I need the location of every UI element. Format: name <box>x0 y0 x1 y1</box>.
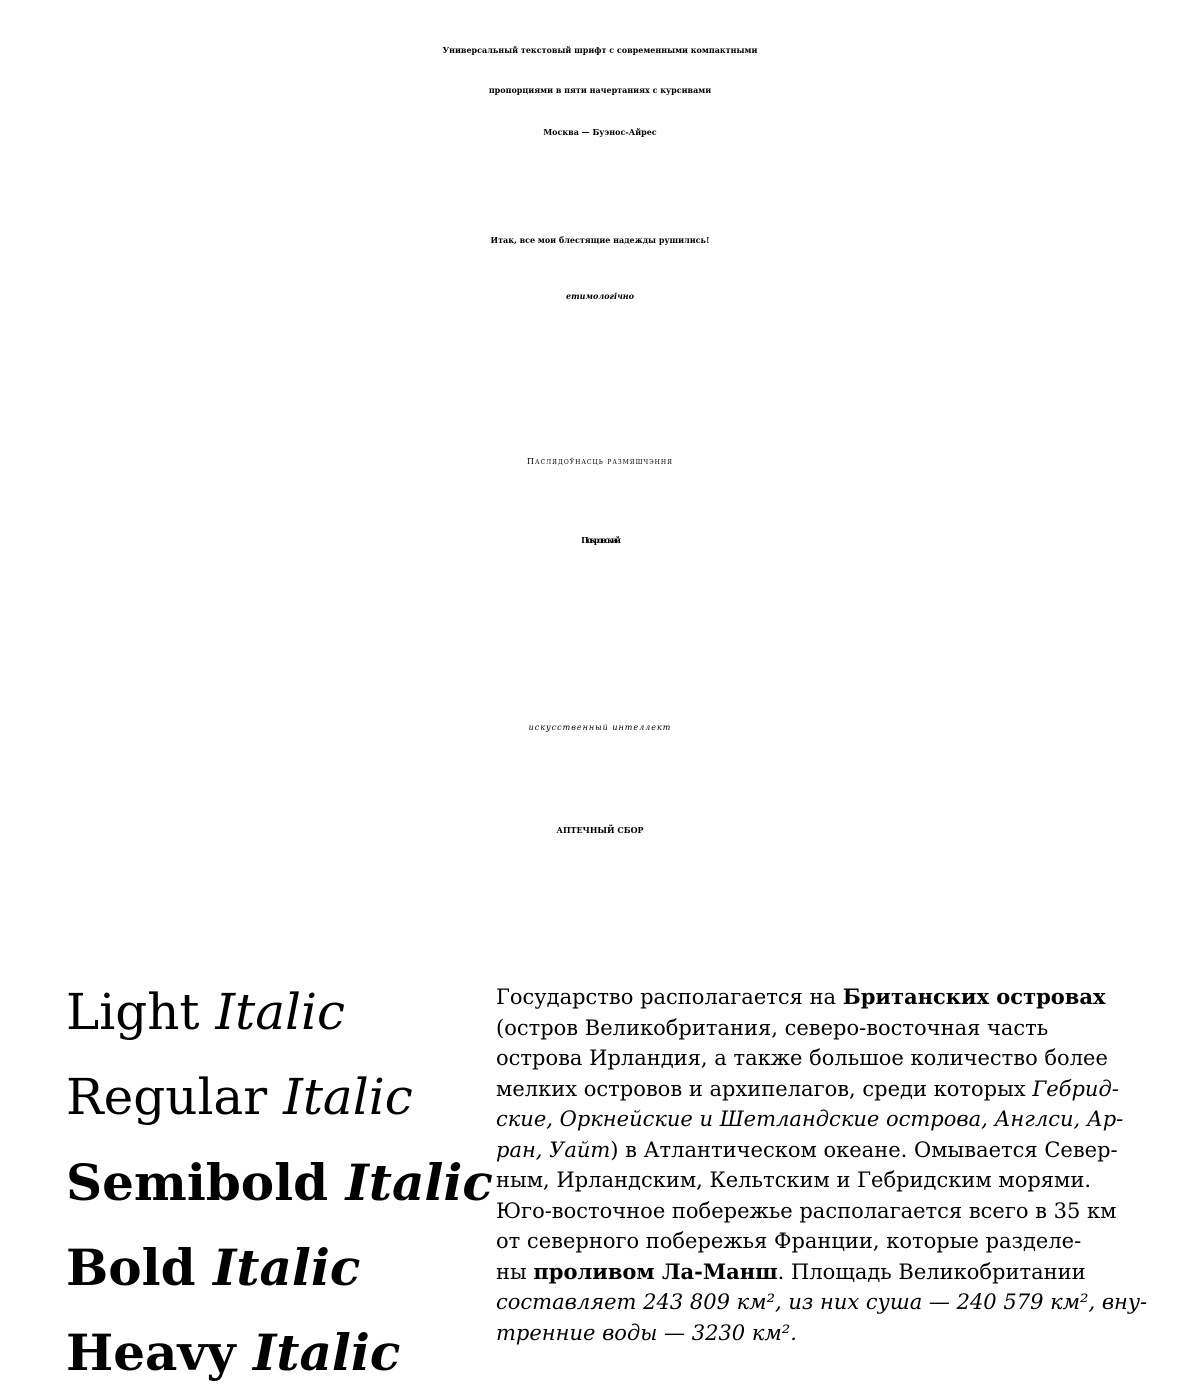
sample-small-caps: Паслядоўнасць размяшчэння <box>527 457 673 466</box>
paragraph-line: тренние воды — 3230 км². <box>496 1320 797 1345</box>
weight-name: Regular <box>66 1068 268 1126</box>
bold-text: Британских островах <box>842 984 1106 1009</box>
paragraph-line: ным, Ирландским, Кельтским и Гебридским морями. <box>496 1168 1092 1192</box>
paragraph-line: составляет 243 809 км², из них суша — 240 579 км², вну- <box>496 1290 1148 1314</box>
subtitle-line-2: пропорциями в пяти начертаниях с курсивами <box>488 85 712 95</box>
paragraph-line <box>496 1257 1136 1288</box>
text: мелких островов и архипелагов, среди которых <box>496 1076 1033 1101</box>
paragraph-line <box>496 1135 1136 1166</box>
weights-list <box>66 970 493 1395</box>
sample-light-italic: искусственный интеллект <box>528 723 672 732</box>
sample-moscow: Москва — Буэнос-Айрес <box>543 127 657 137</box>
weight-bold <box>66 1225 486 1310</box>
subtitle-line-1: Универсальный текстовый шрифт с современными компактными <box>442 45 758 55</box>
sample-paragraph <box>496 982 1148 1348</box>
text: ны <box>496 1259 534 1284</box>
sample-pokrovsky: Покровский <box>581 535 619 545</box>
paragraph-line: ские, Оркнейские и Шетландские острова, Англси, Ар- <box>496 1107 1124 1131</box>
text: . Площадь Великобритании <box>777 1259 1086 1284</box>
sample-etymology: етимологiчно <box>566 291 634 301</box>
italic-text: ран, Уайт <box>496 1137 611 1162</box>
subtitle <box>0 30 1200 110</box>
text: Государство располагается на <box>496 985 843 1009</box>
text: ) в Атлантическом океане. Омывается Север- <box>610 1137 1118 1162</box>
weight-name: Heavy <box>66 1323 236 1382</box>
weight-italic: Italic <box>252 1323 401 1382</box>
weight-name: Light <box>66 983 200 1041</box>
weight-italic: Italic <box>345 1153 493 1212</box>
sample-itak: Итак, все мои блестящие надежды рушились! <box>490 235 710 245</box>
weight-regular <box>66 1055 486 1140</box>
bold-text: проливом Ла-Манш <box>533 1258 778 1284</box>
weight-italic: Italic <box>213 1238 361 1297</box>
weight-italic: Italic <box>215 983 346 1041</box>
weight-light <box>66 970 486 1055</box>
sample-caps: АПТЕЧНЫЙ СБОР <box>556 825 644 835</box>
weight-name: Bold <box>66 1238 196 1297</box>
weight-heavy <box>66 1310 486 1395</box>
weight-italic: Italic <box>283 1068 413 1126</box>
paragraph-line <box>496 1074 1136 1105</box>
italic-text: Гебрид- <box>1032 1076 1119 1101</box>
paragraph-line: (остров Великобритания, северо-восточная часть <box>496 1015 1049 1040</box>
paragraph-line <box>496 982 1136 1013</box>
paragraph-line: от северного побережья Франции, которые разделе- <box>496 1229 1082 1253</box>
weight-semibold <box>66 1140 493 1225</box>
paragraph-line: Юго-восточное побережье располагается всего в 35 км <box>496 1198 1117 1223</box>
paragraph-line: острова Ирландия, а также большое количество более <box>496 1046 1108 1070</box>
weight-name: Semibold <box>66 1153 329 1212</box>
